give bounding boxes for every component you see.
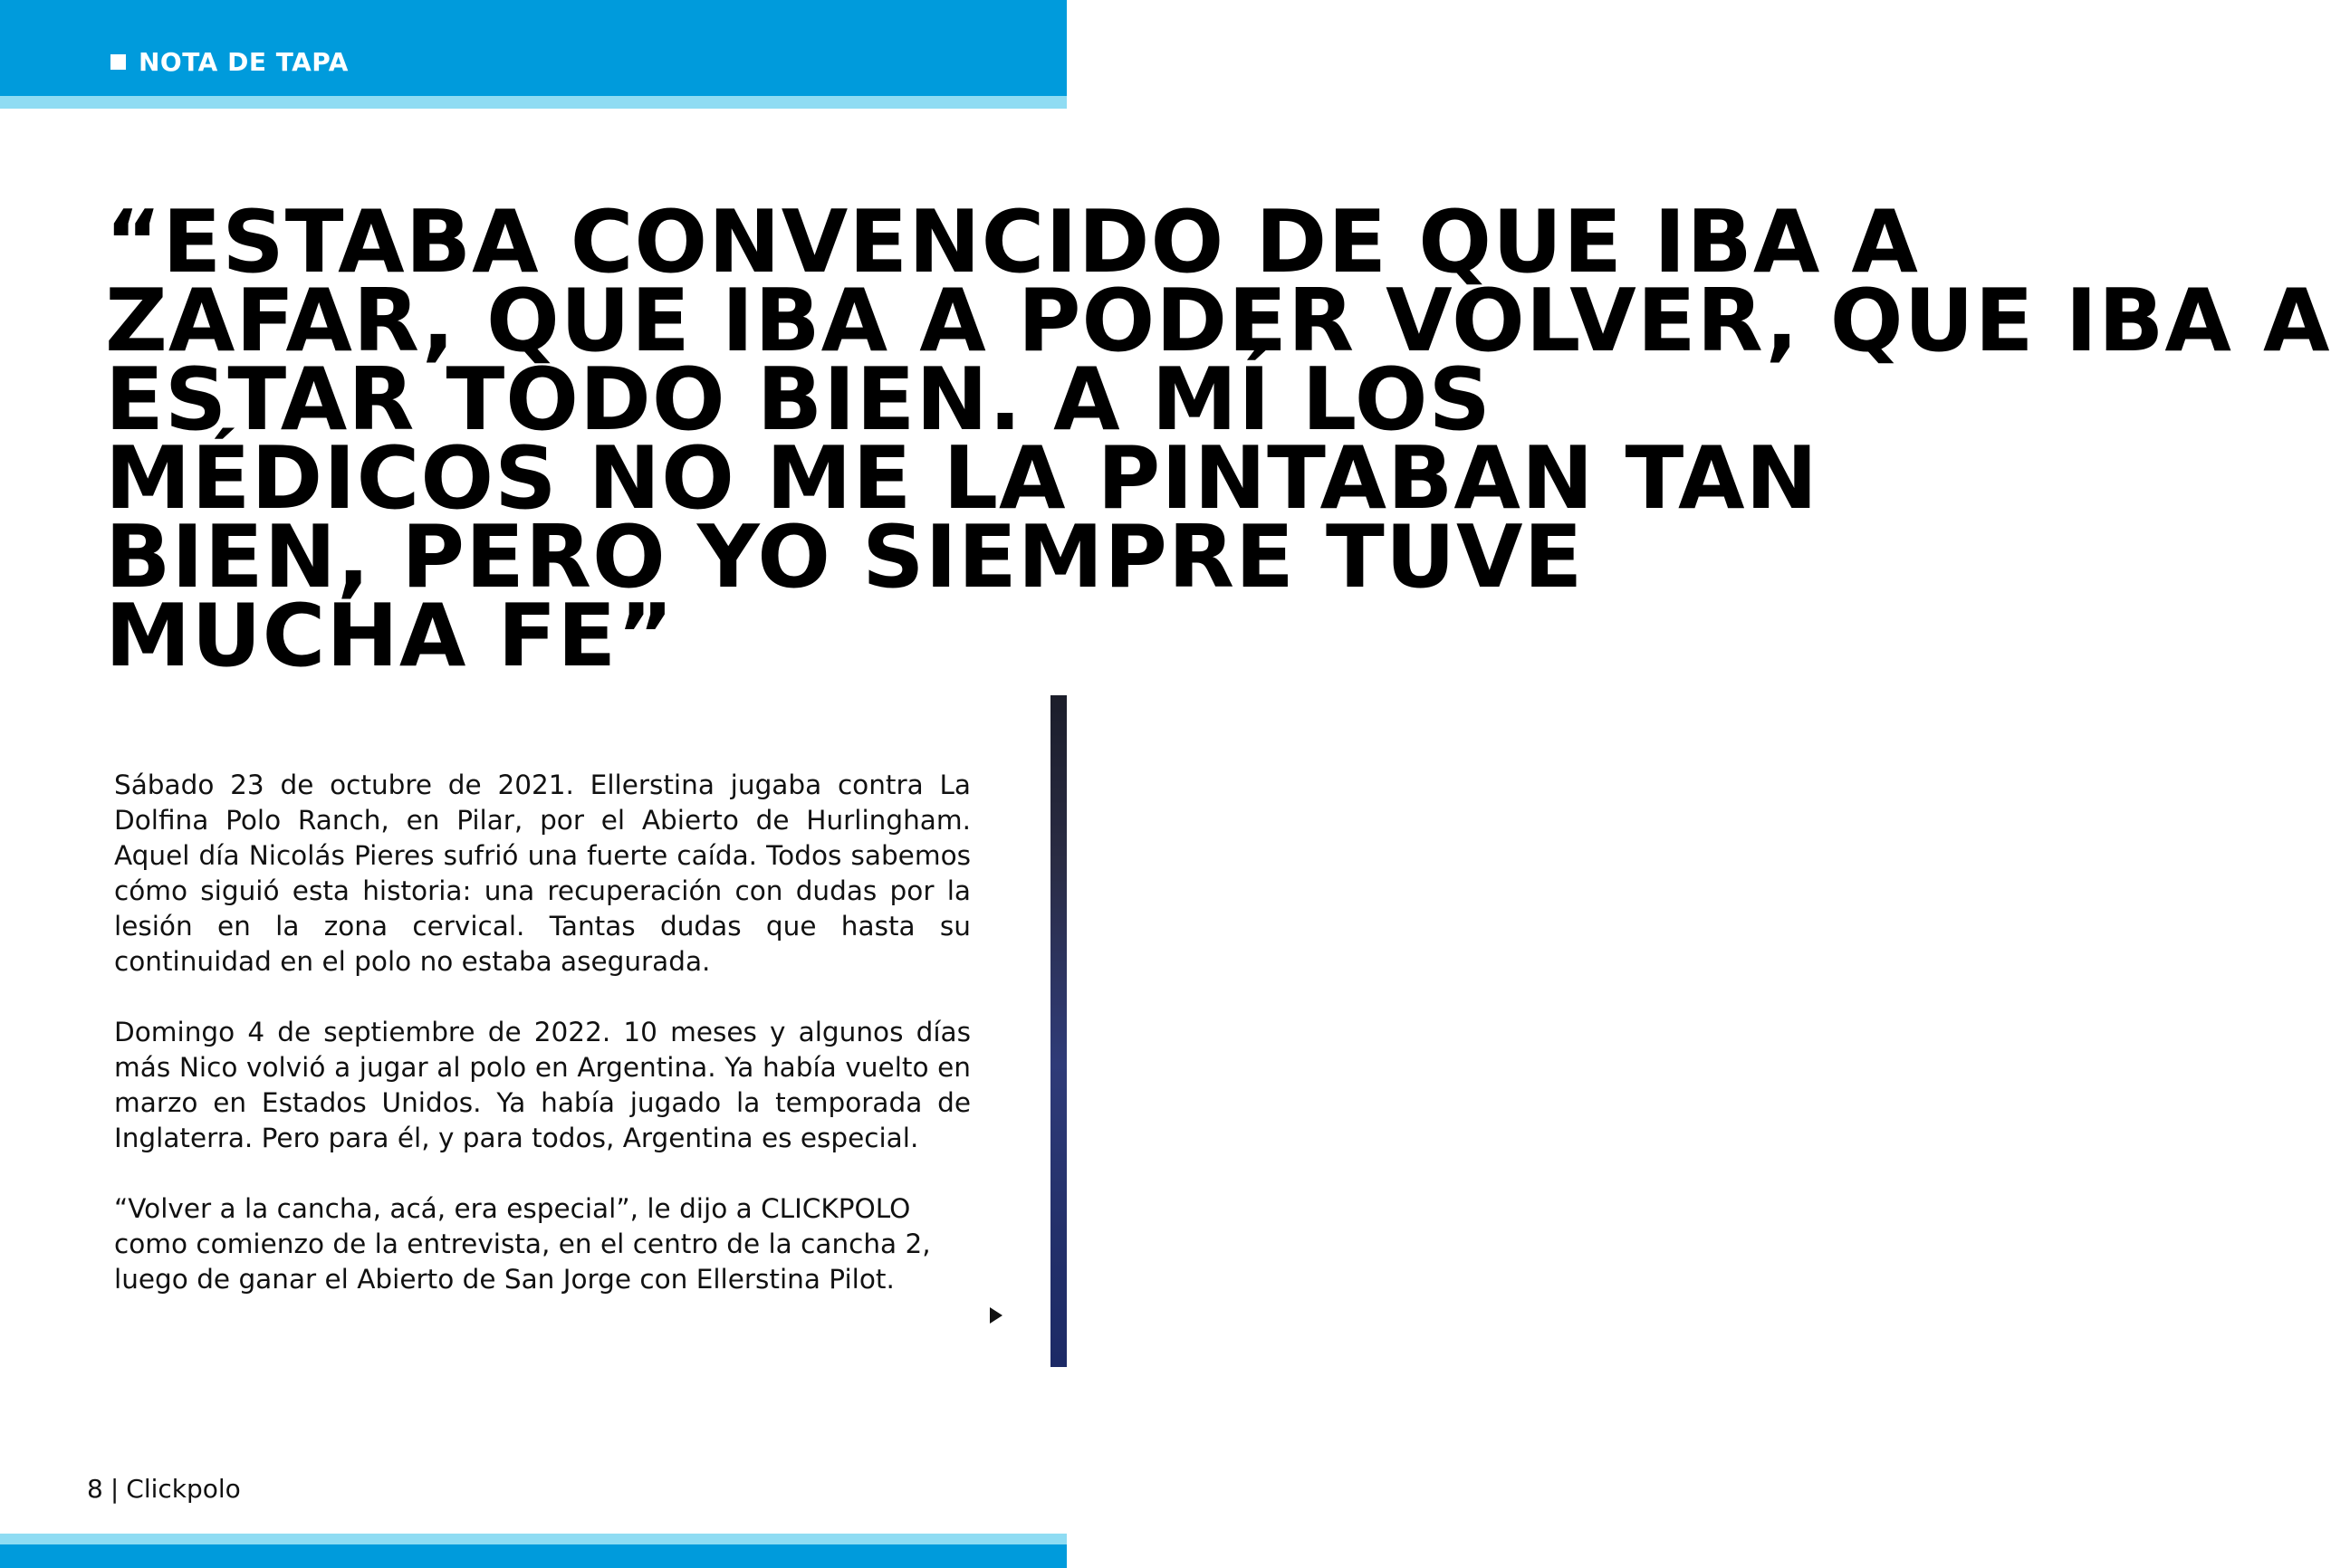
footer-accent-stripe bbox=[0, 1534, 1067, 1544]
headline-line: MÉDICOS NO ME LA PINTABAN TAN bbox=[105, 429, 1818, 529]
footer-bar bbox=[0, 1544, 1067, 1568]
square-bullet-icon bbox=[110, 54, 126, 70]
triangle-right-icon bbox=[990, 1307, 1002, 1324]
article-paragraph: Domingo 4 de septiembre de 2022. 10 meses y algunos días más Nico volvió a jugar al polo en Argentina. Ya había vuelto en marzo en Estados Unidos. Ya había jugado la temporada de Inglaterra. Pero para él, y para todos, Argentina es especial. bbox=[114, 1017, 971, 1153]
section-tag bbox=[110, 45, 349, 78]
photo-edge bbox=[1050, 695, 1067, 1367]
page-footer bbox=[87, 1474, 241, 1504]
headline-line: MUCHA FE” bbox=[105, 587, 675, 686]
article-body bbox=[114, 768, 971, 1297]
section-label: NOTA DE TAPA bbox=[139, 46, 349, 77]
page-number: 8 bbox=[87, 1474, 103, 1504]
headline bbox=[105, 193, 2331, 720]
headline-line: BIEN, PERO YO SIEMPRE TUVE bbox=[105, 508, 1584, 607]
article-paragraph: “Volver a la cancha, acá, era especial”, le dijo a CLICKPOLO como comienzo de la entrevista, en el centro de la cancha 2, luego de ganar el Abierto de San Jorge con Ellerstina Pilot. bbox=[114, 1193, 931, 1295]
footer-separator: | bbox=[110, 1474, 120, 1504]
article-paragraph: Sábado 23 de octubre de 2021. Ellerstina jugaba contra La Dolfina Polo Ranch, en Pilar, por el Abierto de Hurlingham. Aquel día Nicolás Pieres sufrió una fuerte caída. Todos sabemos cómo siguió esta historia: una recuperación con dudas por la lesión en la zona cervical. Tantas dudas que hasta su continuidad en el polo no estaba asegurada. bbox=[114, 770, 971, 977]
publication-name: Clickpolo bbox=[126, 1474, 241, 1504]
headline-line: ZAFAR, QUE IBA A PODER VOLVER, QUE IBA A bbox=[105, 272, 2331, 371]
header-accent-stripe bbox=[0, 96, 1067, 109]
headline-line: “ESTABA CONVENCIDO DE QUE IBA A bbox=[105, 193, 1919, 292]
headline-line: ESTAR TODO BIEN. A MÍ LOS bbox=[105, 350, 1492, 450]
